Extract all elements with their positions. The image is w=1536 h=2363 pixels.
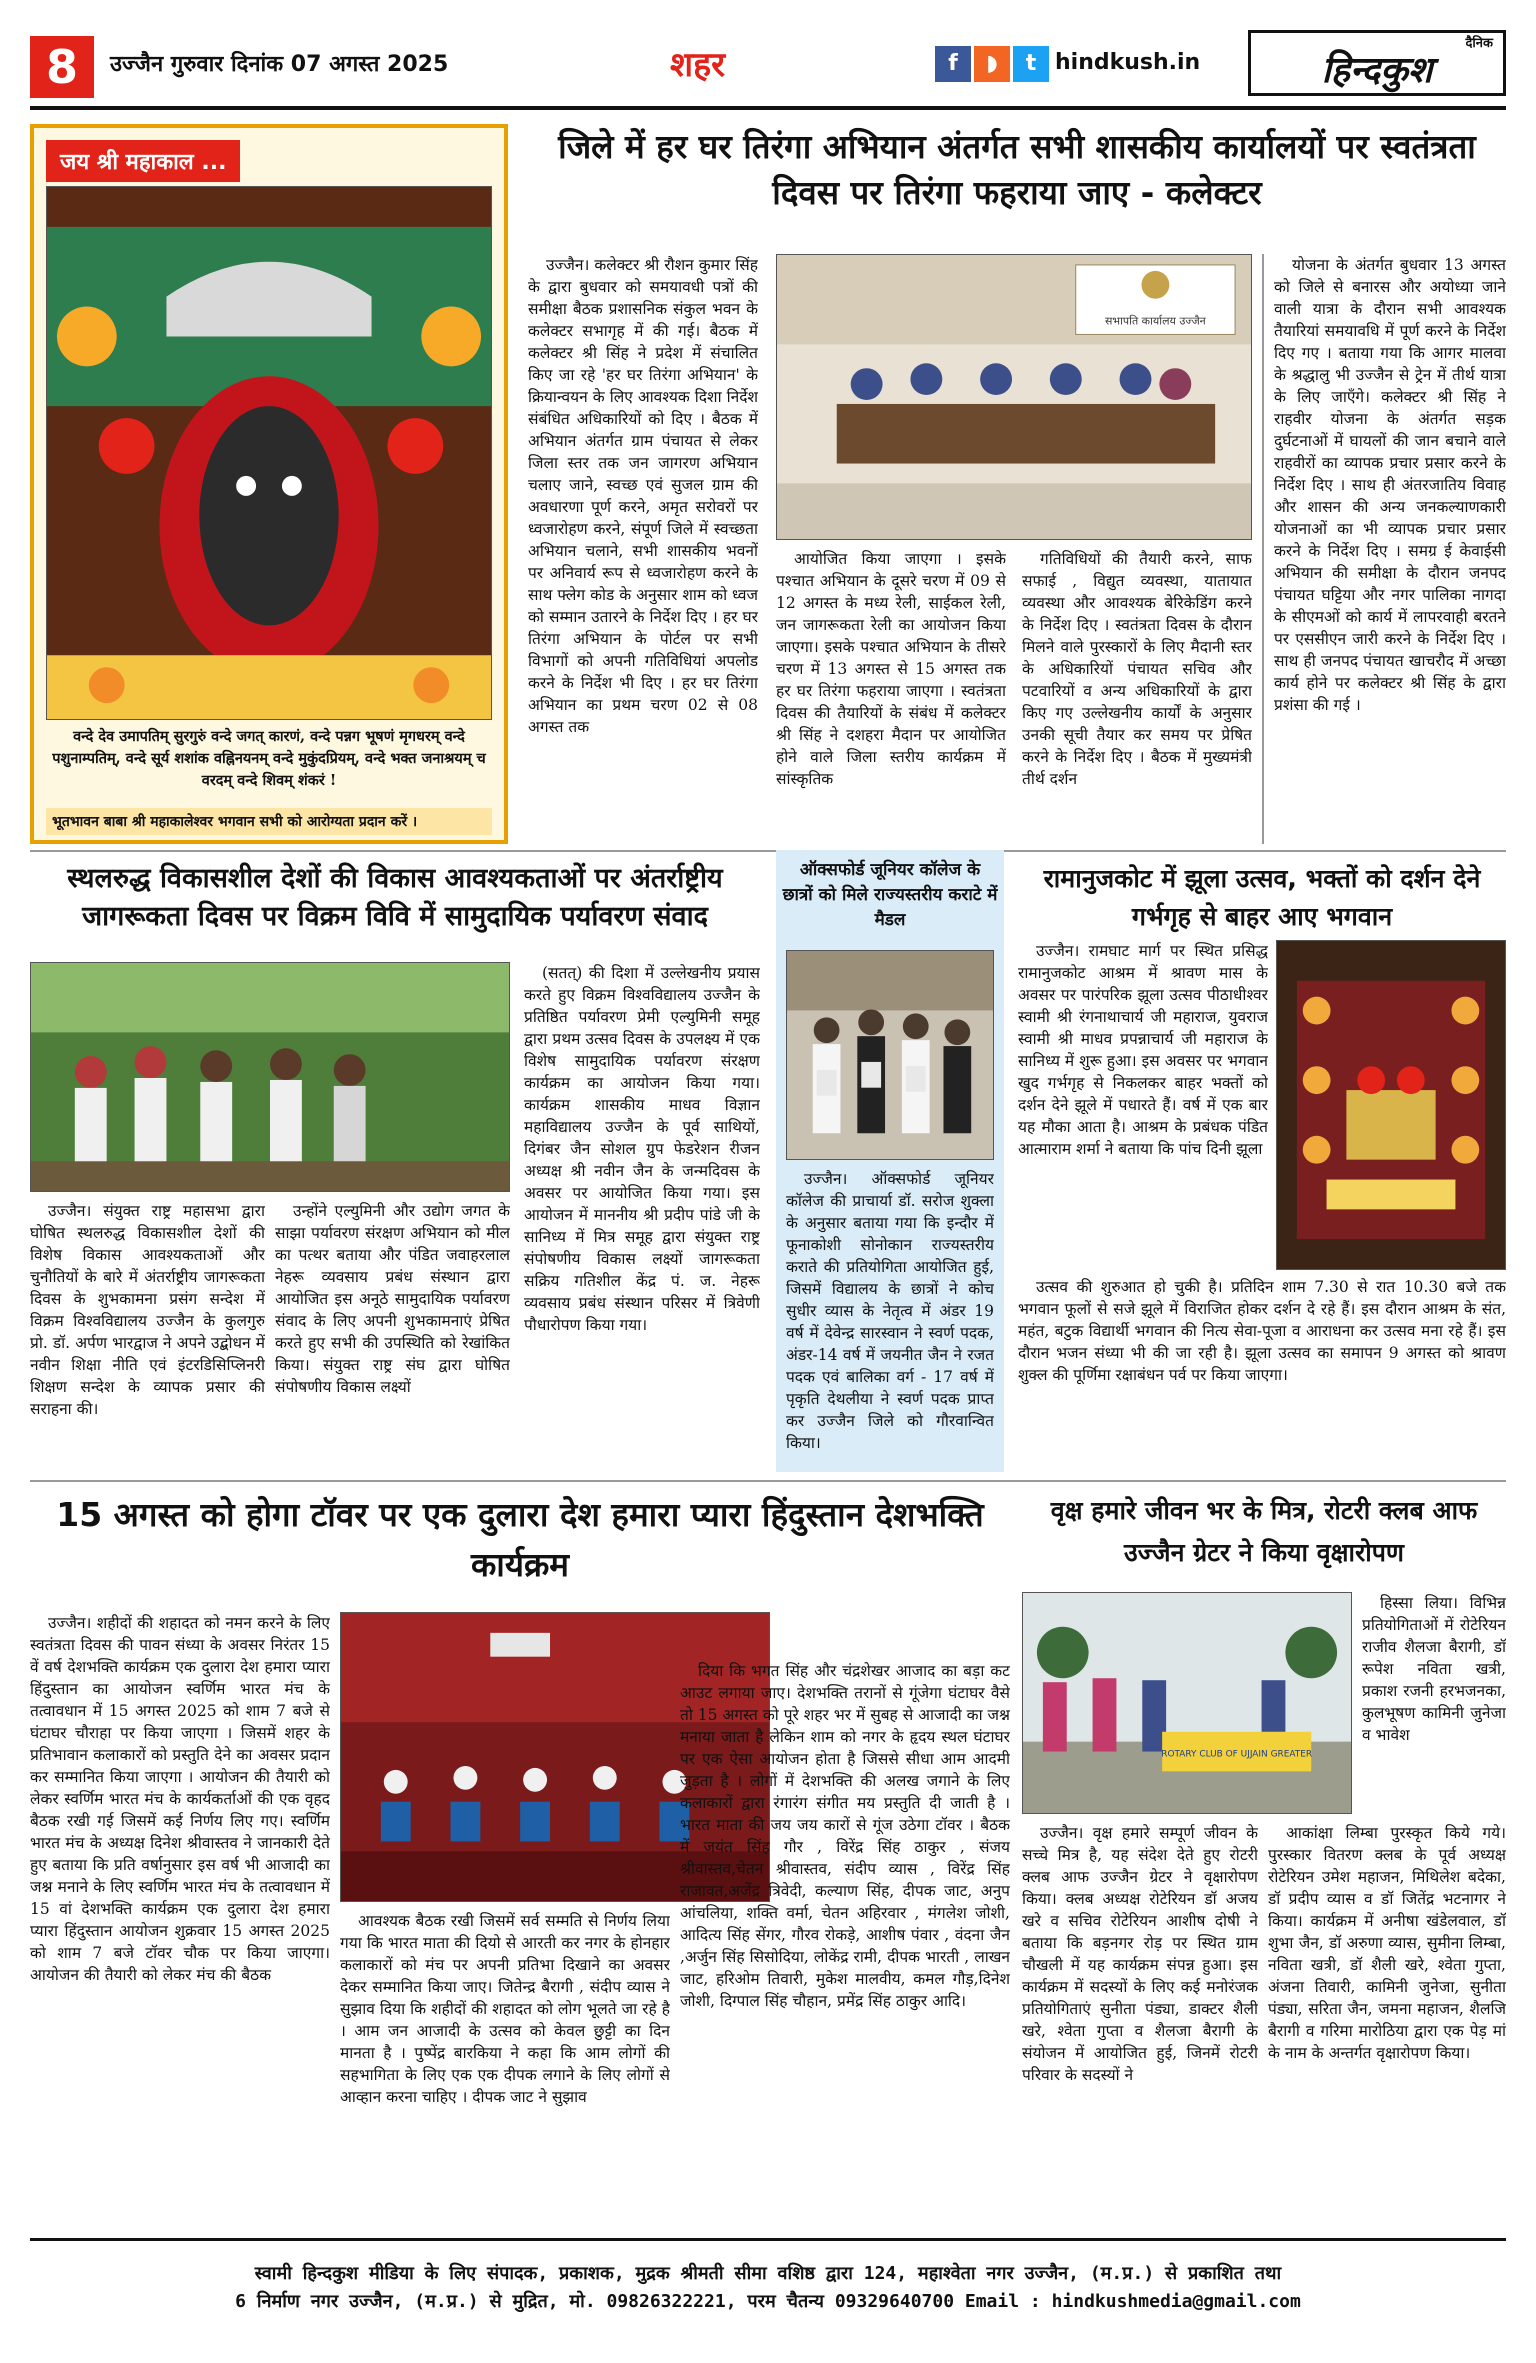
- tiranga-column-3: गतिविधियों की तैयारी करने, साफ सफाई , विद्युत व्यवस्था, यातायात व्यवस्था और आवश्यक बेरिकेडिंग करने के निर्देश दिए । स्वतंत्रता दिवस के दौरान मिलने वाले पुरस्कारों के लिए मैदानी स्तर के अधिकारियों पंचायत सचिव और पटवारियों व अन्य अधिकारियों के द्वारा किए गए उल्लेखनीय कार्यों के अनुसार उनकी सूची तैयार कर समय पर प्रेषित करने के निर्देश दिए । बैठक में मुख्यमंत्री तीर्थ दर्शन: [1022, 550, 1252, 788]
- jhula-headline: रामानुजकोट में झूला उत्सव, भक्तों को दर्शन देने गर्भगृह से बाहर आए भगवान: [1043, 864, 1481, 931]
- rotary-column-2: आकांक्षा लिम्बा पुरस्कृत किये गये। पुरस्कार वितरण क्लब के पूर्व अध्यक्ष रोटेरियन उमेश महाजन, मिथिलेश बदेका, डॉ प्रदीप व्यास व डॉ जितेंद्र भटनागर ने किया। कार्यक्रम में अनीषा खंडेलवाल, डॉ शुभा जैन, डॉ अरुणा व्यास, सुमीना लिम्बा, नविता खत्री, डॉ शैली खरे, श्वेता गुप्ता, अंजना तिवारी, कामिनी जुनेजा, सुनीता पंड्या, सरिता जैन, जमना महाजन, शैलजि बैरागी व गरिमा मारोठिया द्वारा एक पेड़ मां के नाम के अन्तर्गत वृक्षारोपण किया।: [1268, 1824, 1506, 2062]
- tiranga-column-1: उज्जैन। कलेक्टर श्री रौशन कुमार सिंह के द्वारा बुधवार को समयावधी पत्रों की समीक्षा बैठक प्रशासनिक संकुल भवन के कलेक्टर सभागृह में की गई। बैठक में कलेक्टर श्री सिंह ने प्रदेश में संचालित किए जा रहे 'हर घर तिरंगा अभियान' के क्रियान्वयन के लिए आवश्यक दिशा निर्देश संबंधित अधिकारियों को दिए । बैठक में अभियान अंतर्गत ग्राम पंचायत से लेकर जिला स्तर तक जन जागरण अभियान चलाए जाने, स्वच्छ एवं सुजल ग्राम की अवधारणा पूर्ण करने, अमृत सरोवरों पर ध्वजारोहण करने, संपूर्ण जिले में स्वच्छता अभियान चलाने, सभी शासकीय भवनों पर अनिवार्य रूप से ध्वजारोहण करने के साथ फ्लेग कोड के अनुसार शाम को ध्वज को सम्मान उतारने के निर्देश दिए । हर घर तिरंगा अभियान के पोर्टल पर सभी विभागों को अपनी गतिविधियां अपलोड करने के निर्देश भी दिए । हर घर तिरंगा अभियान का प्रथम चरण 02 से 08 अगस्त तक: [528, 256, 758, 736]
- rotary-group-photo: [1022, 1592, 1352, 1814]
- mahakal-mantra: वन्दे देव उमापतिम् सुरगुरुं वन्दे जगत् कारणं, वन्दे पन्नग भूषणं मृगधरम् वन्दे पशुनाम्पतिम्, वन्दे सूर्य शशांक वह्निनयनम् वन्दे मुकुंदप्रियम्, वन्दे भक्त जनाश्रयम् च वरदम् वन्दे शिवम् शंकरं !: [52, 728, 486, 789]
- mahakal-darshan-box: [30, 124, 508, 844]
- mahakal-tag: जय श्री महाकाल ...: [46, 140, 240, 182]
- newspaper-logo: [1248, 30, 1506, 96]
- plantation-photo: [30, 962, 510, 1192]
- tiranga-column-2: आयोजित किया जाएगा । इसके पश्चात अभियान के दूसरे चरण में 09 से 12 अगस्त के मध्य रेली, साईकल रेली, जन जागरूकता रेली का आयोजन किया जाएगा। इसके पश्चात अभियान के तीसरे चरण में 13 अगस्त से 15 अगस्त तक हर घर तिरंगा फहराया जाएगा । स्वतंत्रता दिवस की तैयारियों के संबंध में कलेक्टर श्री सिंह ने दशहरा मैदान पर आयोजित होने वाले जिला स्तरीय कार्यक्रम में सांस्कृतिक: [776, 550, 1006, 788]
- tiranga-column-4: योजना के अंतर्गत बुधवार 13 अगस्त को जिले से बनारस और अयोध्या जाने वाली यात्रा के दौरान सभी आवश्यक तैयारियां समयावधि में पूर्ण करने के निर्देश दिए गए । बताया गया कि आगर मालवा के श्रद्धालु भी उज्जैन से ट्रेन में तीर्थ यात्रा के लिए जाएँगे। कलेक्टर श्री सिंह ने राहवीर योजना के अंतर्गत सड़क दुर्घटनाओं में घायलों की जान बचाने वाले राहवीरों का व्यापक प्रचार प्रसार करने के निर्देश दिए । साथ ही अंतरजातिय विवाह और शासन की अन्य जनकल्याणकारी योजनाओं का भी व्यापक प्रचार प्रसार करने के निर्देश दिए । समग्र ई केवाईसी अभियान की समीक्षा के दौरान जनपद पंचायत घट्टिया और नगर पालिका नागदा के सीएमओं को कार्य में लापरवाही बरतने पर एससीएन जारी करने के निर्देश दिए । साथ ही जनपद पंचायत खाचरौद में अच्छा कार्य होने पर कलेक्टर श्री सिंह के द्वारा प्रशंसा की गई ।: [1274, 256, 1506, 714]
- page-number: 8: [30, 36, 94, 98]
- vikas-column-2: उन्होंने एल्युमिनी और उद्योग जगत के साझा पर्यावरण संरक्षण अभियान को मील का पत्थर बताया और पंडित जवाहरलाल नेहरू व्यवसाय प्रबंध संस्थान द्वारा आयोजित इस अनूठे सामुदायिक पर्यावरण संवाद के लिए अपनी शुभकामनाएं प्रेषित करते हुए सभी की उपस्थिति को रेखांकित किया। संयुक्त राष्ट्र संघ द्वारा घोषित संपोषणीय विकास लक्ष्यों: [275, 1202, 510, 1396]
- vikas-column-1: उज्जैन। संयुक्त राष्ट्र महासभा द्वारा घोषित स्थलरुद्ध विकासशील देशों की विशेष विकास आवश्यकताओं और चुनौतियों के बारे में अंतर्राष्ट्रीय जागरूकता दिवस के शुभकामना प्रसंग सन्देश में विक्रम विश्वविद्यालय उज्जैन के कुलगुरु प्रो. डॉ. अर्पण भारद्वाज ने अपने उद्बोधन में नवीन शिक्षा नीति एवं इंटरडिसिप्लिनरी शिक्षण सन्देश के व्यापक प्रसार की सराहना की।: [30, 1202, 265, 1418]
- rotary-side-column: हिस्सा लिया। विभिन्न प्रतियोगिताओं में रोटेरियन राजीव शैलजा बैरागी, डॉ रूपेश नविता खत्री, प्रकाश रजनी हरभजनका, कुलभूषण कामिनी जुनेजा व भावेश: [1362, 1594, 1506, 1744]
- jhula-column-2: उत्सव की शुरुआत हो चुकी है। प्रतिदिन शाम 7.30 से रात 10.30 बजे तक भगवान फूलों से सजे झूले में विराजित होकर दर्शन दे रहे हैं। इस दौरान आश्रम के संत, महंत, बटुक विद्यार्थी भगवान की नित्य सेवा-पूजा व आराधना कर उत्सव मना रहे हैं। इस दौरान भजन संध्या भी की जा रही है। झूला उत्सव का समापन 9 अगस्त को श्रावण शुक्ल की पूर्णिमा रक्षाबंधन पर्व पर किया जाएगा।: [1018, 1278, 1506, 1384]
- vikas-column-3: (सतत्) की दिशा में उल्लेखनीय प्रयास करते हुए विक्रम विश्वविद्यालय उज्जैन के प्रतिष्ठित पर्यावरण प्रेमी एल्युमिनी समूह द्वारा प्रथम उत्सव दिवस के उपलक्ष्य में एक विशेष सामुदायिक पर्यावरण संरक्षण कार्यक्रम का आयोजन किया गया। कार्यक्रम शासकीय माधव विज्ञान महाविद्यालय उज्जैन के पूर्व साथियों, दिगंबर जैन सोशल ग्रुप फेडरेशन रीजन अध्यक्ष श्री नवीन जैन के जन्मदिवस के अवसर पर आयोजित किया गया। इस आयोजन में माननीय श्री प्रदीप पांडे जी के सानिध्य में मित्र समूह द्वारा संयुक्त राष्ट्र संपोषणीय विकास लक्ष्यों जागरूकता सक्रिय गतिशील केंद्र पं. ज. नेहरू व्यवसाय प्रबंध संस्थान परिसर में त्रिवेणी पौधारोपण किया गया।: [524, 964, 760, 1334]
- oxford-karate-box: [776, 850, 1004, 1472]
- rotary-banner-text: ROTARY CLUB OF UJJAIN GREATER: [1161, 1749, 1313, 1760]
- rss-icon[interactable]: ◗: [974, 46, 1010, 82]
- jhula-column-1: उज्जैन। रामघाट मार्ग पर स्थित प्रसिद्ध रामानुजकोट आश्रम में श्रावण मास के अवसर पर पारंपरिक झूला उत्सव पीठाधीश्वर स्वामी श्री रंगनाथाचार्य जी महाराज, युवराज स्वामी श्री माधव प्रपन्नाचार्य जी महाराज के सानिध्य में शुरू हुआ। इस अवसर पर भगवान खुद गर्भगृह से निकलकर बाहर भक्तों को दर्शन देने झूले में पधारते हैं। वर्ष में एक बार यह मौका आता है। आश्रम के प्रबंधक पंडित आत्माराम शर्मा ने बताया कि पांच दिनी झूला: [1018, 942, 1268, 1158]
- column-divider: [1262, 254, 1264, 844]
- imprint-line-1: स्वामी हिन्दकुश मीडिया के लिए संपादक, प्रकाशक, मुद्रक श्रीमती सीमा वशिष्ठ द्वारा 124, महाश्वेता नगर उज्जैन, (म.प्र.) से प्रकाशित तथा: [254, 2263, 1282, 2284]
- meeting-sign-text: सभापति कार्यालय उज्जैन: [1105, 314, 1206, 328]
- oxford-headline: ऑक्सफोर्ड जूनियर कॉलेज के छात्रों को मिले राज्यस्तरीय कराटे में मैडल: [782, 860, 998, 930]
- masthead-rule: [30, 106, 1506, 110]
- rotary-column-1: उज्जैन। वृक्ष हमारे सम्पूर्ण जीवन के सच्चे मित्र है, यह संदेश देते हुए रोटरी क्लब आफ उज्जैन ग्रेटर ने वृक्षारोपण किया। क्लब अध्यक्ष रोटेरियन डॉ अजय खरे व सचिव रोटेरियन आशीष दोषी ने बताया कि बड़नगर रोड़ पर स्थित ग्राम चौखली में यह कार्यक्रम संपन्न हुआ। इस कार्यक्रम में सदस्यों के लिए कई मनोरंजक प्रतियोगिताएं सुनीता पंड्या, डाक्टर शैली खरे, श्वेता गुप्ता व शैलजा बैरागी के संयोजन में आयोजित हुई, जिनमें रोटरी परिवार के सदस्यों ने: [1022, 1824, 1258, 2084]
- vikas-headline: स्थलरुद्ध विकासशील देशों की विकास आवश्यकताओं पर अंतर्राष्ट्रीय जागरूकता दिवस पर विक्रम विवि में सामुदायिक पर्यावरण संवाद: [67, 863, 723, 932]
- twitter-icon[interactable]: t: [1013, 46, 1049, 82]
- collector-meeting-photo: [776, 254, 1252, 540]
- tower-column-2: आवश्यक बैठक रखी जिसमें सर्व सम्मति से निर्णय लिया गया कि भारत माता की दियो से आरती कर नगर के होनहार कलाकारों को मंच पर अपनी प्रतिभा दिखाने का अवसर देकर सम्मानित किया जाए। जितेन्द्र बैरागी , संदीप व्यास ने सुझाव दिया कि शहीदों की शहादत को लोग भूलते जा रहे है । आम जन आजादी के उत्सव को केवल छुट्टी का दिन मानता है । पुष्पेंद्र बारकिया ने कहा कि आम लोगों की सहभागिता के लिए एक एक दीपक लगाने के लिए लोगों से आव्हान करना चाहिए । दीपक जाट ने सुझाव: [340, 1912, 670, 2106]
- oxford-body: उज्जैन। ऑक्सफोर्ड जूनियर कॉलेज की प्राचार्या डॉ. सरोज शुक्ला के अनुसार बताया गया कि इन्दौर में फूनाकोशी सोनोकान राज्यस्तरीय कराते की प्रतियोगिता आयोजित हुई, जिसमें विद्यालय के छात्रों ने कोच सुधीर व्यास के नेतृत्व में अंडर 19 वर्ष में देवेन्द्र सारस्वान ने स्वर्ण पदक, अंडर-14 वर्ष में जयनीत जैन ने रजत पदक एवं बालिका वर्ग - 17 वर्ष में पृकृति देथलीया ने स्वर्ण पदक प्राप्त कर उज्जैन जिले को गौरवान्वित किया।: [786, 1170, 994, 1452]
- tower-column-3: दिया कि भगत सिंह और चंद्रशेखर आजाद का बड़ा कट आउट लगाया जाए। देशभक्ति तरानों से गूंजेगा घंटाघर वैसे तो 15 अगस्त को पूरे शहर भर में सुबह से आजादी का जश्न मनाया जाता है लेकिन शाम को नगर के हृदय स्थल घंटाघर पर एक ऐसा आयोजन होता है जिससे सीधा आम आदमी जुड़ता है । लोगों में देशभक्ति की अलख जगाने के लिए कलाकारों द्वारा रंगारंग संगीत मय प्रस्तुति दी जाती है । भारत माता की जय जय कारों से गूंज उठेगा टॉवर । बैठक में जयंत सिंह गौर , विरेंद्र सिंह ठाकुर , संजय श्रीवास्तव,चेतन श्रीवास्तव, संदीप व्यास , विरेंद्र सिंह राजावत,अजेंद्र त्रिवेदी, कल्याण सिंह, दीपक जाट, अनुप आंचलिया, शक्ति वर्मा, चेतन अहिरवार , मंगलेश जोशी, आदित्य सिंह सेंगर, गौरव रोकड़े, आशीष पंवार , वंदना जैन ,अर्जुन सिंह सिसोदिया, लोकेंद्र रामी, दीपक भारती , लाखन जाट, हरिओम तिवारी, मुकेश मालवीय, कमल गौड़,दिनेश जोशी, दिग्पाल सिंह चौहान, प्रमेंद्र सिंह ठाकुर आदि।: [680, 1662, 1010, 2010]
- section-title: शहर: [670, 45, 726, 85]
- section-divider-2: [30, 1480, 1506, 1482]
- facebook-icon[interactable]: f: [935, 46, 971, 82]
- logo-name: हिन्दकुश: [1321, 50, 1433, 91]
- website-link[interactable]: hindkush.in: [1055, 50, 1201, 75]
- mahakal-photo: [46, 186, 492, 720]
- publisher-imprint: [30, 2260, 1506, 2316]
- tower-headline: 15 अगस्त को होगा टॉवर पर एक दुलारा देश हमारा प्यारा हिंदुस्तान देशभक्ति कार्यक्रम: [56, 1495, 984, 1584]
- section-divider: [30, 850, 1506, 852]
- karate-students-photo: [786, 950, 994, 1160]
- rotary-headline: वृक्ष हमारे जीवन भर के मित्र, रोटरी क्लब आफ उज्जैन ग्रेटर ने किया वृक्षारोपण: [1050, 1496, 1478, 1567]
- imprint-line-2: 6 निर्माण नगर उज्जैन, (म.प्र.) से मुद्रित, मो. 09826322221, परम चैतन्य 09329640700 Email : hindkushmedia@gmail.com: [235, 2291, 1301, 2312]
- logo-daily-label: दैनिक: [1465, 36, 1493, 51]
- jhula-deity-photo: [1276, 940, 1506, 1270]
- tower-column-1: उज्जैन। शहीदों की शहादत को नमन करने के लिए स्वतंत्रता दिवस की पावन संध्या के अवसर निरंतर 15 वें वर्ष देशभक्ति कार्यक्रम एक दुलारा देश हमारा प्यारा हिंदुस्तान का आयोजन स्वर्णिम भारत मंच के तत्वावधान में 15 अगस्त 2025 को शाम 7 बजे से घंटाघर चौराहा पर किया जाएगा । जिसमें शहर के प्रतिभावान कलाकारों को प्रस्तुति देने का अवसर प्रदान कर सम्मानित किया जाएगा । आयोजन की तैयारी को लेकर स्वर्णिम भारत मंच के कार्यकर्ताओं की एक वृहद बैठक रखी गई जिसमें कई निर्णय लिए गए। स्वर्णिम भारत मंच के अध्यक्ष दिनेश श्रीवास्तव ने जानकारी देते हुए बताया कि प्रति वर्षानुसार इस वर्ष भी आजादी का जश्न मनाने के लिए स्वर्णिम भारत मंच के तत्वावधान में 15 वां देशभक्ति कार्यक्रम एक दुलारा देश हमारा प्यारा हिंदुस्तान आयोजन शुक्रवार 15 अगस्त 2025 को शाम 7 बजे टॉवर चौक पर किया जाएगा। आयोजन की तैयारी को लेकर मंच की बैठक: [30, 1614, 330, 1984]
- mahakal-footer: भूतभावन बाबा श्री महाकालेश्वर भगवान सभी को आरोग्यता प्रदान करें ।: [46, 808, 492, 835]
- tiranga-headline: जिले में हर घर तिरंगा अभियान अंतर्गत सभी शासकीय कार्यालयों पर स्वतंत्रता दिवस पर तिरंगा फहराया जाए - कलेक्टर: [558, 127, 1476, 212]
- dateline: उज्जैन गुरुवार दिनांक 07 अगस्त 2025: [110, 52, 449, 77]
- footer-rule: [30, 2238, 1506, 2241]
- social-links: [935, 46, 1049, 82]
- masthead: [30, 30, 1506, 102]
